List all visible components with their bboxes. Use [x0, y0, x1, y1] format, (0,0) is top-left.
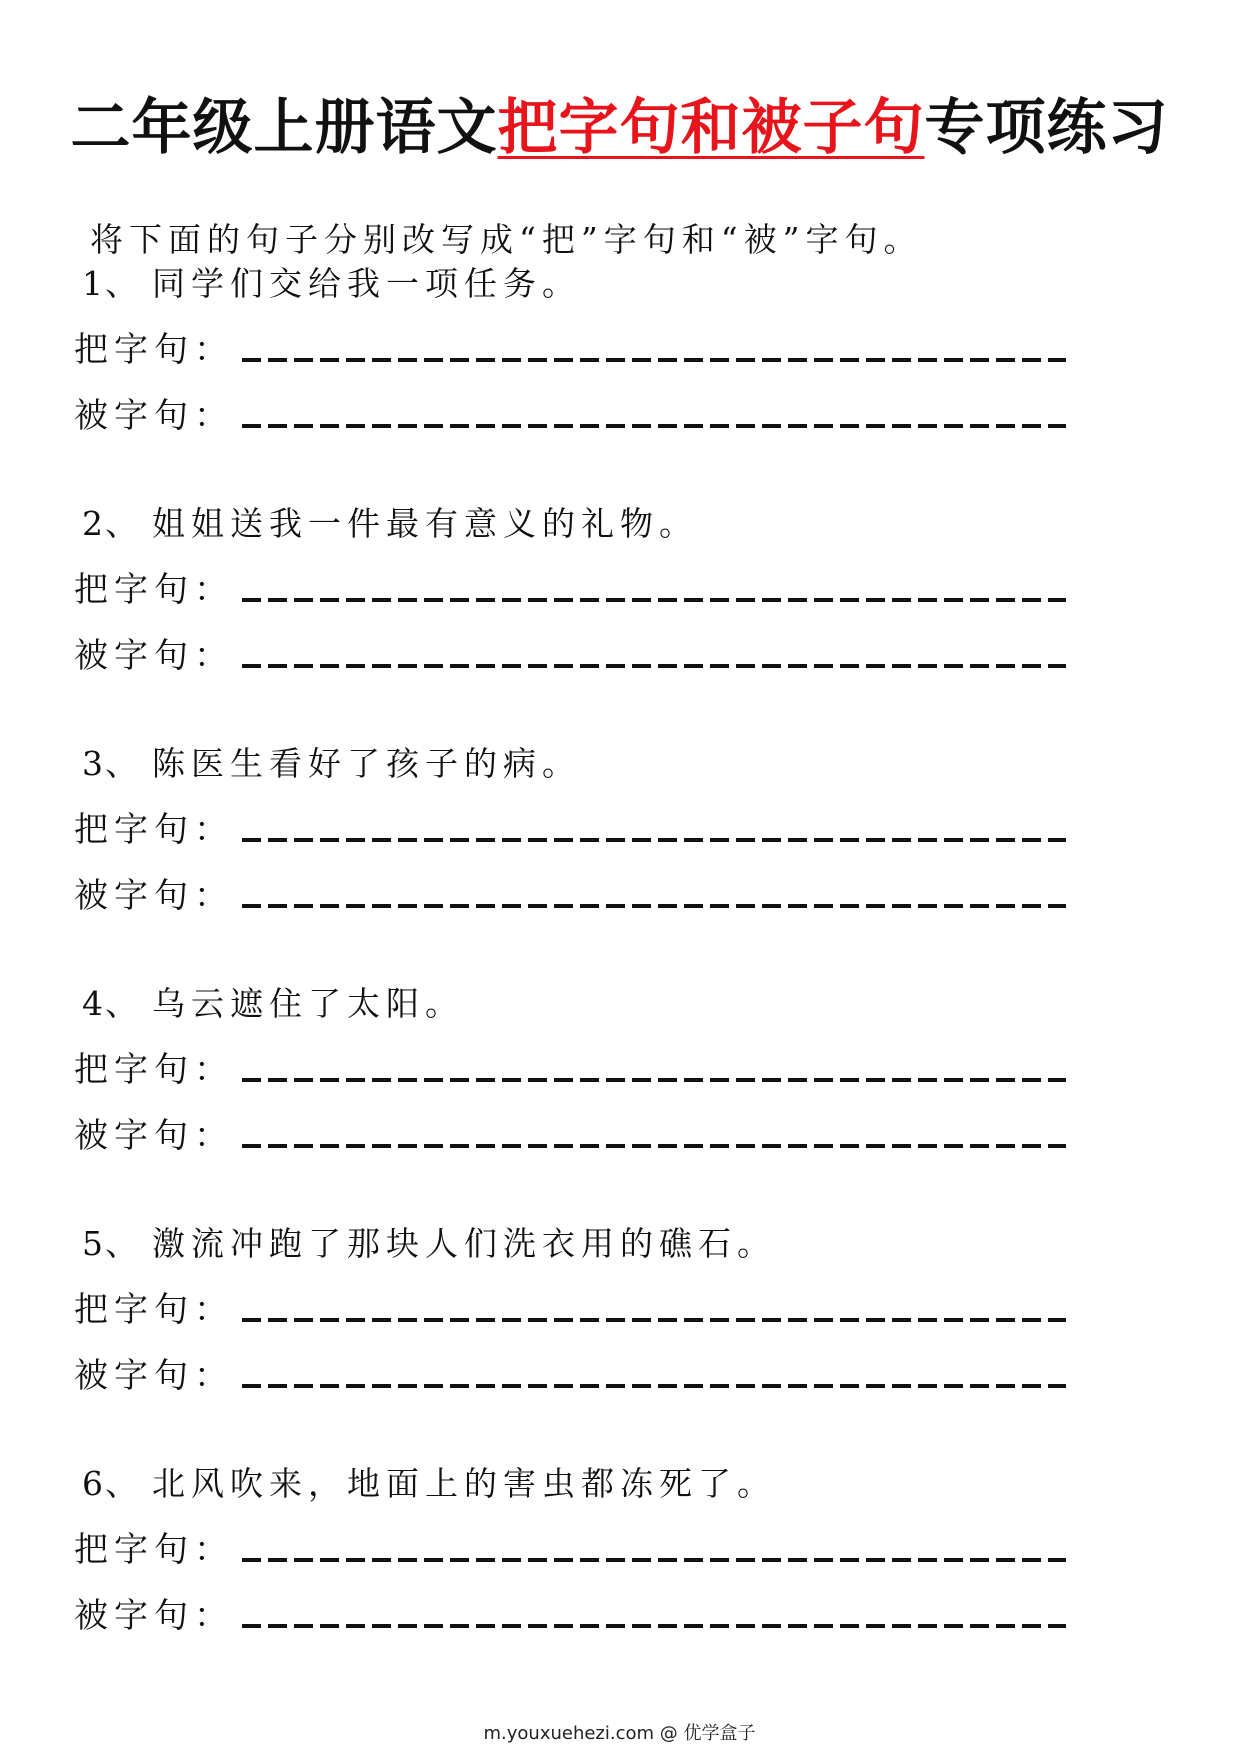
question-5	[82, 1222, 776, 1266]
answer-label-ba: 把字句：	[74, 570, 234, 610]
answer-line[interactable]	[242, 358, 1066, 362]
question-number: 2、	[82, 504, 140, 543]
question-text: 陈医生看好了孩子的病。	[152, 744, 581, 783]
answer-label-ba: 把字句：	[74, 1530, 234, 1570]
answer-row-bei-5[interactable]	[74, 1354, 1004, 1398]
question-text: 同学们交给我一项任务。	[152, 264, 581, 303]
answer-label-bei: 被字句：	[74, 1596, 234, 1636]
answer-row-ba-5[interactable]	[74, 1288, 1004, 1332]
answer-line[interactable]	[242, 1558, 1066, 1562]
question-number: 5、	[82, 1224, 140, 1263]
answer-label-bei: 被字句：	[74, 876, 234, 916]
answer-line[interactable]	[242, 1384, 1066, 1388]
question-text: 北风吹来，地面上的害虫都冻死了。	[152, 1464, 776, 1503]
answer-label-ba: 把字句：	[74, 1290, 234, 1330]
answer-line[interactable]	[242, 1144, 1066, 1148]
answer-line[interactable]	[242, 1624, 1066, 1628]
answer-label-bei: 被字句：	[74, 636, 234, 676]
question-6	[82, 1462, 776, 1506]
answer-label-bei: 被字句：	[74, 1116, 234, 1156]
answer-line[interactable]	[242, 838, 1066, 842]
answer-line[interactable]	[242, 424, 1066, 428]
title-highlight: 把字句和被子句	[497, 93, 925, 163]
question-3	[82, 742, 581, 786]
answer-row-bei-3[interactable]	[74, 874, 1004, 918]
answer-line[interactable]	[242, 1078, 1066, 1082]
answer-line[interactable]	[242, 664, 1066, 668]
answer-label-bei: 被字句：	[74, 1356, 234, 1396]
answer-line[interactable]	[242, 904, 1066, 908]
question-2	[82, 502, 698, 546]
answer-row-bei-1[interactable]	[74, 394, 1004, 438]
answer-label-bei: 被字句：	[74, 396, 234, 436]
answer-line[interactable]	[242, 1318, 1066, 1322]
answer-row-bei-2[interactable]	[74, 634, 1004, 678]
answer-row-ba-6[interactable]	[74, 1528, 1004, 1572]
answer-line[interactable]	[242, 598, 1066, 602]
question-number: 6、	[82, 1464, 140, 1503]
page-title	[0, 88, 1239, 168]
answer-row-bei-6[interactable]	[74, 1594, 1004, 1638]
question-1	[82, 262, 581, 306]
instruction-text: 将下面的句子分别改写成“把”字句和“被”字句。	[90, 220, 923, 259]
question-number: 3、	[82, 744, 140, 783]
answer-row-ba-1[interactable]	[74, 328, 1004, 372]
question-text: 激流冲跑了那块人们洗衣用的礁石。	[152, 1224, 776, 1263]
title-suffix: 专项练习	[924, 93, 1169, 163]
question-number: 1、	[82, 264, 140, 303]
answer-label-ba: 把字句：	[74, 330, 234, 370]
answer-row-bei-4[interactable]	[74, 1114, 1004, 1158]
question-text: 姐姐送我一件最有意义的礼物。	[152, 504, 698, 543]
answer-row-ba-2[interactable]	[74, 568, 1004, 612]
title-prefix: 二年级上册语文	[70, 93, 498, 163]
answer-label-ba: 把字句：	[74, 1050, 234, 1090]
answer-row-ba-4[interactable]	[74, 1048, 1004, 1092]
answer-row-ba-3[interactable]	[74, 808, 1004, 852]
footer-source: m.youxuehezi.com @ 优学盒子	[483, 1723, 756, 1744]
question-4	[82, 982, 464, 1026]
question-number: 4、	[82, 984, 140, 1023]
question-text: 乌云遮住了太阳。	[152, 984, 464, 1023]
answer-label-ba: 把字句：	[74, 810, 234, 850]
